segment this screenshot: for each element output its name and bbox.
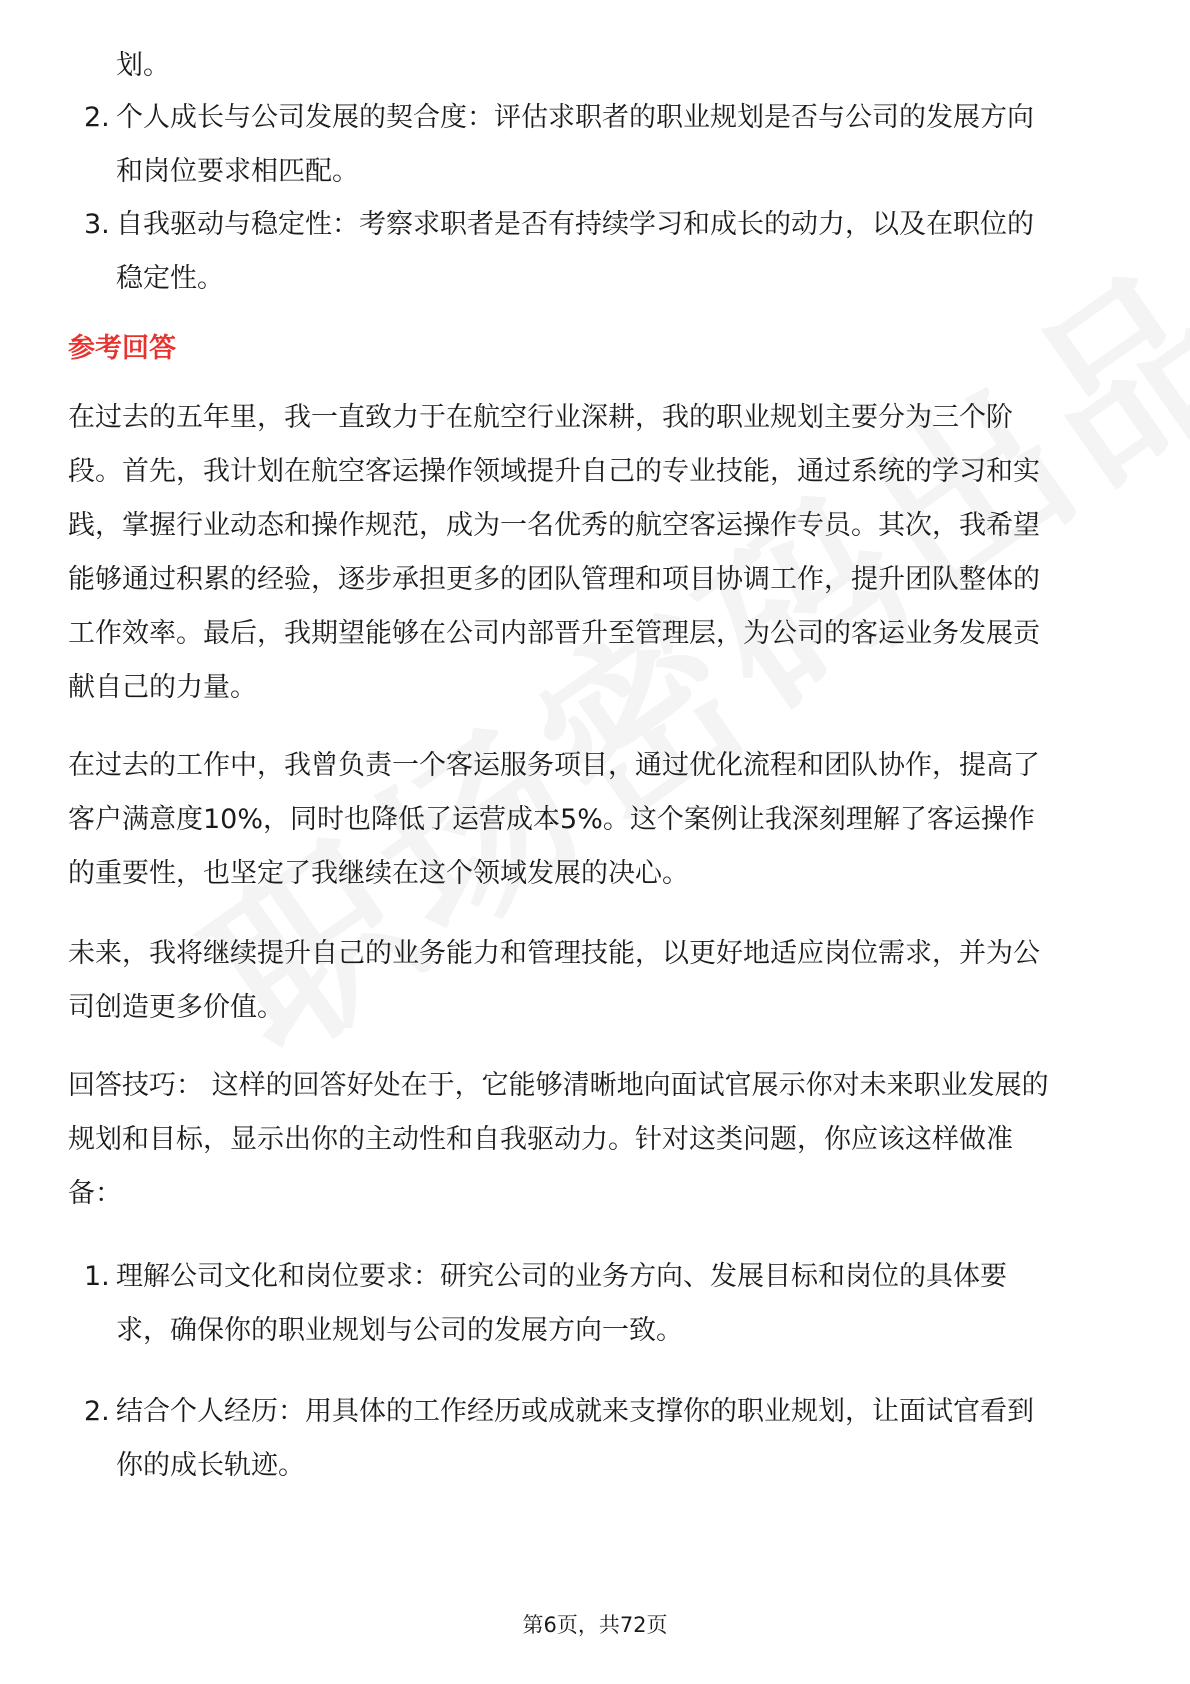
- page-footer: 第6页，共72页: [522, 1613, 668, 1637]
- list-text-line: 结合个人经历：用具体的工作经历或成就来支撑你的职业规划，让面试官看到: [116, 1396, 1034, 1427]
- paragraph-line: 回答技巧： 这样的回答好处在于，它能够清晰地向面试官展示你对未来职业发展的: [68, 1070, 1049, 1101]
- paragraph-line: 能够通过积累的经验，逐步承担更多的团队管理和项目协调工作，提升团队整体的: [68, 564, 1040, 595]
- list-text-line: 自我驱动与稳定性：考察求职者是否有持续学习和成长的动力，以及在职位的: [116, 209, 1034, 240]
- list-text-line: 稳定性。: [116, 263, 224, 294]
- paragraph-line: 未来，我将继续提升自己的业务能力和管理技能，以更好地适应岗位需求，并为公: [68, 938, 1040, 969]
- paragraph-line: 献自己的力量。: [68, 672, 257, 703]
- list-carry-line: 划。: [116, 50, 170, 81]
- list-text-line: 你的成长轨迹。: [116, 1450, 305, 1481]
- list-number: 3.: [84, 209, 110, 240]
- list-text-line: 和岗位要求相匹配。: [116, 156, 359, 187]
- list-text-line: 理解公司文化和岗位要求：研究公司的业务方向、发展目标和岗位的具体要: [116, 1261, 1007, 1292]
- paragraph-line: 在过去的五年里，我一直致力于在航空行业深耕，我的职业规划主要分为三个阶: [68, 402, 1013, 433]
- paragraph-line: 在过去的工作中，我曾负责一个客运服务项目，通过优化流程和团队协作，提高了: [68, 750, 1040, 781]
- paragraph-line: 工作效率。最后，我期望能够在公司内部晋升至管理层，为公司的客运业务发展贡: [68, 618, 1040, 649]
- paragraph-line: 规划和目标，显示出你的主动性和自我驱动力。针对这类问题，你应该这样做准: [68, 1124, 1013, 1155]
- list-number: 2.: [84, 102, 110, 133]
- paragraph-line: 备：: [68, 1178, 122, 1209]
- paragraph-line: 段。首先，我计划在航空客运操作领域提升自己的专业技能，通过系统的学习和实: [68, 456, 1040, 487]
- paragraph-line: 践，掌握行业动态和操作规范，成为一名优秀的航空客运操作专员。其次，我希望: [68, 510, 1040, 541]
- paragraph-line: 司创造更多价值。: [68, 992, 284, 1023]
- list-number: 1.: [84, 1261, 110, 1292]
- list-text-line: 个人成长与公司发展的契合度：评估求职者的职业规划是否与公司的发展方向: [116, 102, 1034, 133]
- section-heading: 参考回答: [68, 333, 176, 364]
- paragraph-line: 客户满意度10%，同时也降低了运营成本5%。这个案例让我深刻理解了客运操作: [68, 804, 1035, 835]
- paragraph-line: 的重要性，也坚定了我继续在这个领域发展的决心。: [68, 858, 689, 889]
- list-text-line: 求，确保你的职业规划与公司的发展方向一致。: [116, 1315, 683, 1346]
- list-number: 2.: [84, 1396, 110, 1427]
